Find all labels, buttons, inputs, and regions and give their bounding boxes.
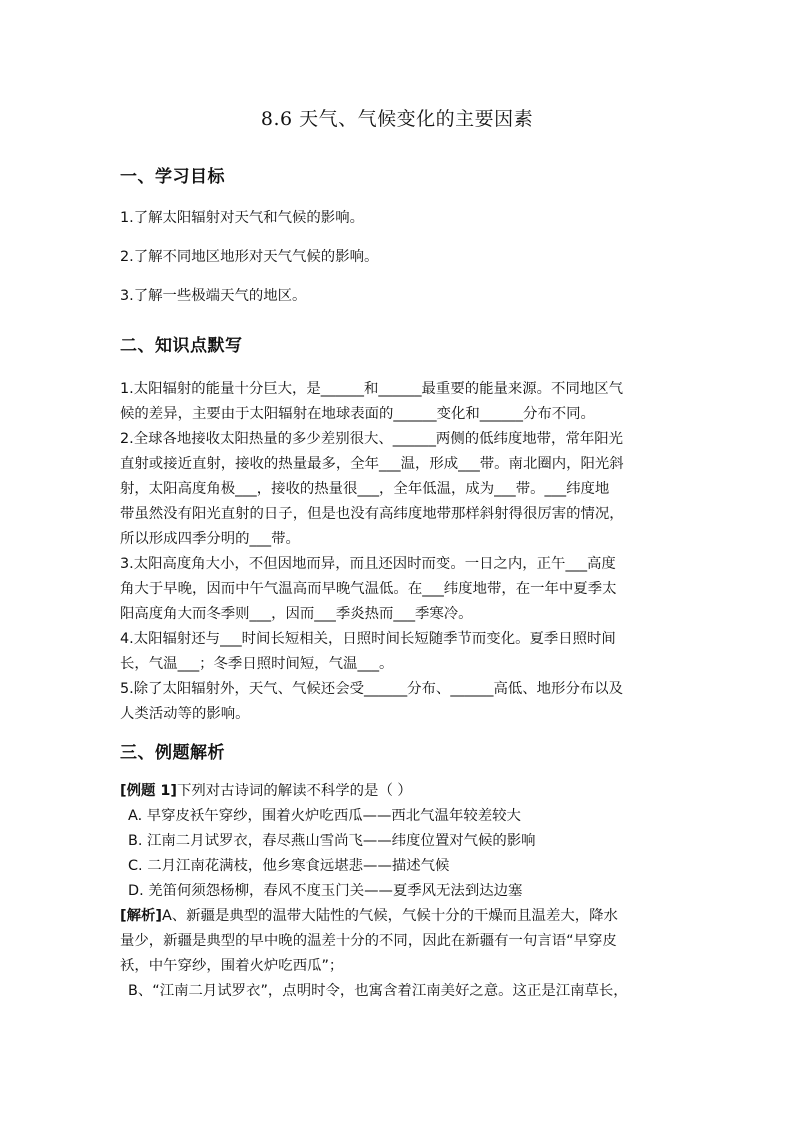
analysis-label: [解析] <box>120 908 162 924</box>
knowledge-line: 角大于早晚，因而中午气温高而早晚气温低。在___纬度地带，在一年中夏季太 <box>120 581 617 597</box>
example-option: B. 江南二月试罗衣，春尽燕山雪尚飞——纬度位置对气候的影响 <box>128 833 536 849</box>
goal-item: 2.了解不同地区地形对天气气候的影响。 <box>120 249 379 265</box>
knowledge-line: 候的差异，主要由于太阳辐射在地球表面的______变化和______分布不同。 <box>120 406 595 422</box>
section-heading-knowledge: 二、知识点默写 <box>120 336 243 356</box>
knowledge-line: 1.太阳辐射的能量十分巨大，是______和______最重要的能量来源。不同地区气 <box>120 381 624 397</box>
knowledge-line: 直射或接近直射，接收的热量最多，全年___温，形成___带。南北圈内，阳光斜 <box>120 456 624 472</box>
knowledge-line: 3.太阳高度角大小，不但因地而异，而且还因时而变。一日之内，正午___高度 <box>120 556 616 572</box>
example-option: C. 二月江南花满枝，他乡寒食远堪悲——描述气候 <box>128 858 450 874</box>
goal-item: 1.了解太阳辐射对天气和气候的影响。 <box>120 210 364 226</box>
knowledge-line: 人类活动等的影响。 <box>120 706 250 722</box>
analysis-line <box>120 904 618 928</box>
knowledge-line: 阳高度角大而冬季则___，因而___季炎热而___季寒冷。 <box>120 606 473 622</box>
example-question-text: 下列对古诗词的解读不科学的是（ ） <box>176 783 412 799</box>
knowledge-line: 带虽然没有阳光直射的日子，但是也没有高纬度地带那样斜射得很厉害的情况， <box>120 506 624 522</box>
goal-item: 3.了解一些极端天气的地区。 <box>120 288 307 304</box>
analysis-line: 袄，中午穿纱，围着火炉吃西瓜”； <box>120 958 344 974</box>
knowledge-line: 射，太阳高度角极___，接收的热量很___，全年低温，成为___带。___纬度地 <box>120 481 610 497</box>
analysis-line: 量少，新疆是典型的早中晚的温差十分的不同，因此在新疆有一句言语“早穿皮 <box>120 933 617 949</box>
section-heading-examples: 三、例题解析 <box>120 743 225 763</box>
page-title: 8.6 天气、气候变化的主要因素 <box>260 108 534 130</box>
knowledge-line: 所以形成四季分明的___带。 <box>120 531 300 547</box>
knowledge-line: 5.除了太阳辐射外，天气、气候还会受______分布、______高低、地形分布以及 <box>120 681 624 697</box>
example-option: D. 羌笛何须怨杨柳，春风不度玉门关——夏季风无法到达边塞 <box>128 883 523 899</box>
example-label: [例题 1] <box>120 783 177 799</box>
knowledge-line: 4.太阳辐射还与___时间长短相关，日照时间长短随季节而变化。夏季日照时间 <box>120 631 616 647</box>
example-question <box>120 779 412 803</box>
example-option: A. 早穿皮袄午穿纱，围着火炉吃西瓜——西北气温年较差较大 <box>128 808 521 824</box>
knowledge-line: 2.全球各地接收太阳热量的多少差别很大、______两侧的低纬度地带，常年阳光 <box>120 431 624 447</box>
analysis-line: B、“江南二月试罗衣”，点明时令，也寓含着江南美好之意。这正是江南草长， <box>128 983 628 999</box>
knowledge-line: 长，气温___；冬季日照时间短，气温___。 <box>120 656 394 672</box>
section-heading-goals: 一、学习目标 <box>120 167 225 187</box>
analysis-text: A、新疆是典型的温带大陆性的气候，气候十分的干燥而且温差大，降水 <box>161 908 618 924</box>
